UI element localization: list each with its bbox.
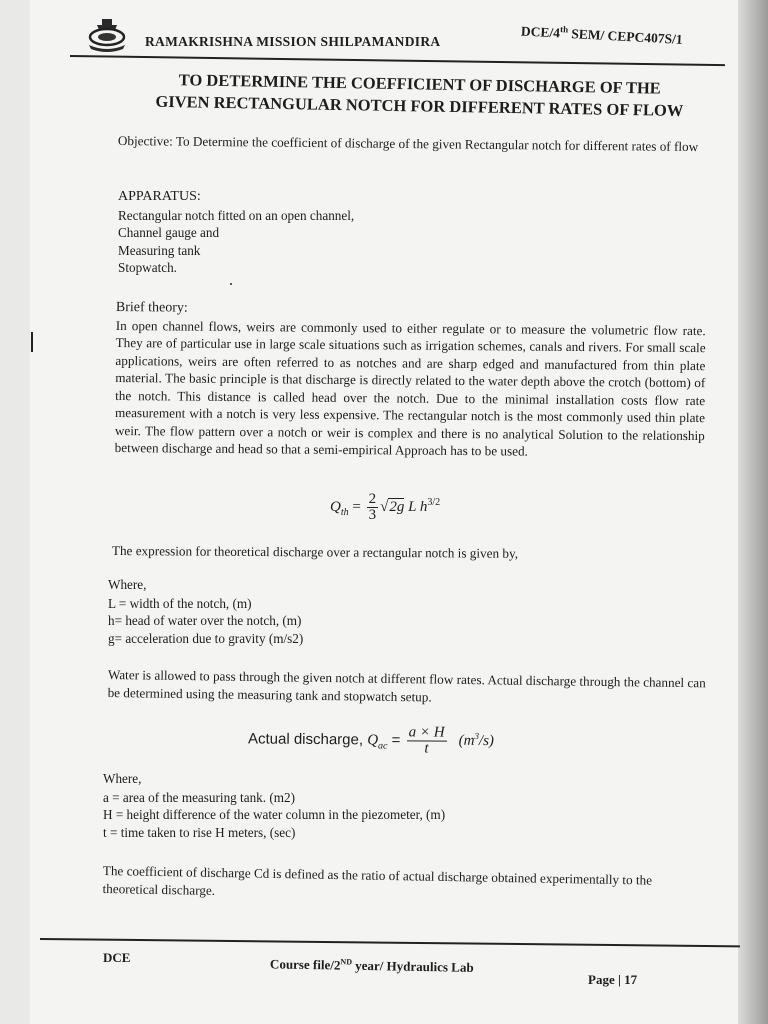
variable-definition: L = width of the notch, (m) [108,595,252,611]
actual-discharge-equation: Actual discharge, $Q_{ac}$ = $\frac{a \times H}{t}$ $(m^3/s)$ [247,724,495,757]
footer-course-info: Course file/2ND year/ Hydraulics Lab [269,956,474,975]
variable-definition: h= head of water over the notch, (m) [108,613,302,628]
theory-heading: Brief theory: [115,299,188,316]
where-list-theoretical [108,576,608,647]
institution-name: RAMAKRISHNA MISSION SHILPAMANDIRA [145,34,441,49]
scan-speck [230,283,232,285]
coefficient-definition-paragraph: The coefficient of discharge Cd is defined as the ratio of actual discharge obtained experimentally to the theoretical discharge. [102,862,653,898]
square-root: √2g [380,498,405,515]
fraction-a-h-over-t: $\frac{a \times H}{t}$ [407,725,447,756]
where-list-actual [103,770,623,841]
unit-label: $(m^3/s)$ [458,731,495,750]
objective-paragraph: Objective: To Determine the coefficient of discharge of the given Rectangular notch for different rates of flow [117,132,699,155]
where-heading: Where, [108,577,147,592]
theoretical-discharge-equation: $Q_{th}$ = $\frac{2}{3}$ √2g L $h^{3/2}$ [330,491,441,523]
course-code: DCE/4th SEM/ CEPC407S/1 [520,23,683,47]
page-header [85,18,710,54]
apparatus-item: Channel gauge and [118,225,220,240]
variable-definition: H = height difference of the water column in the piezometer, (m) [103,807,446,822]
institution-emblem-icon [85,18,129,54]
actual-discharge-paragraph: Water is allowed to pass through the given notch at different flow rates. Actual discharge through the channel can be determined using the measuring tank and stopwatch setup. [107,666,706,705]
fraction-two-thirds: $\frac{2}{3}$ [368,491,377,523]
apparatus-item: Stopwatch. [118,260,177,275]
apparatus-section [118,188,518,277]
apparatus-item: Rectangular notch fitted on an open channel, [118,207,355,223]
expression-sentence: The expression for theoretical discharge over a rectangular notch is given by, [111,543,519,561]
variable-definition: t = time taken to rise H meters, (sec) [103,824,296,840]
page-number: Page | 17 [588,972,638,987]
variable-definition: g= acceleration due to gravity (m/s2) [108,630,304,646]
footer-department: DCE [103,950,131,965]
title-line-1: TO DETERMINE THE COEFFICIENT OF DISCHARGE OF THE [178,70,661,98]
theory-paragraph: In open channel flows, weirs are commonly used to either regulate or to measure the volumetric flow rate. They are of particular use in large scale situations such as irrigation schemes, canals and rivers. For small scale applications, weirs are often referred to as notches and are sharp edged and manufactured from thin plate material. The basic principle is that discharge is directly related to the water depth above the crotch (bottom) of the notch. This distance is called head over the notch. Due to the minimal installation costs flow rate measurement with a notch is very less expensive. The rectangular notch is the most commonly used thin plate weir. The flow pattern over a notch or weir is complex and there is no analytical Solution to the relationship between discharge and head so that a semi-empirical Approach has to be used. [114,317,706,459]
variable-definition: a = area of the measuring tank. (m2) [103,789,295,805]
theory-section [115,299,706,462]
where-heading: Where, [103,771,142,786]
title-line-2: GIVEN RECTANGULAR NOTCH FOR DIFFERENT RATES OF FLOW [155,91,684,121]
apparatus-heading: APPARATUS: [118,189,201,204]
margin-mark [31,332,33,352]
page-edge-shadow [738,0,768,1024]
apparatus-item: Measuring tank [118,242,201,258]
